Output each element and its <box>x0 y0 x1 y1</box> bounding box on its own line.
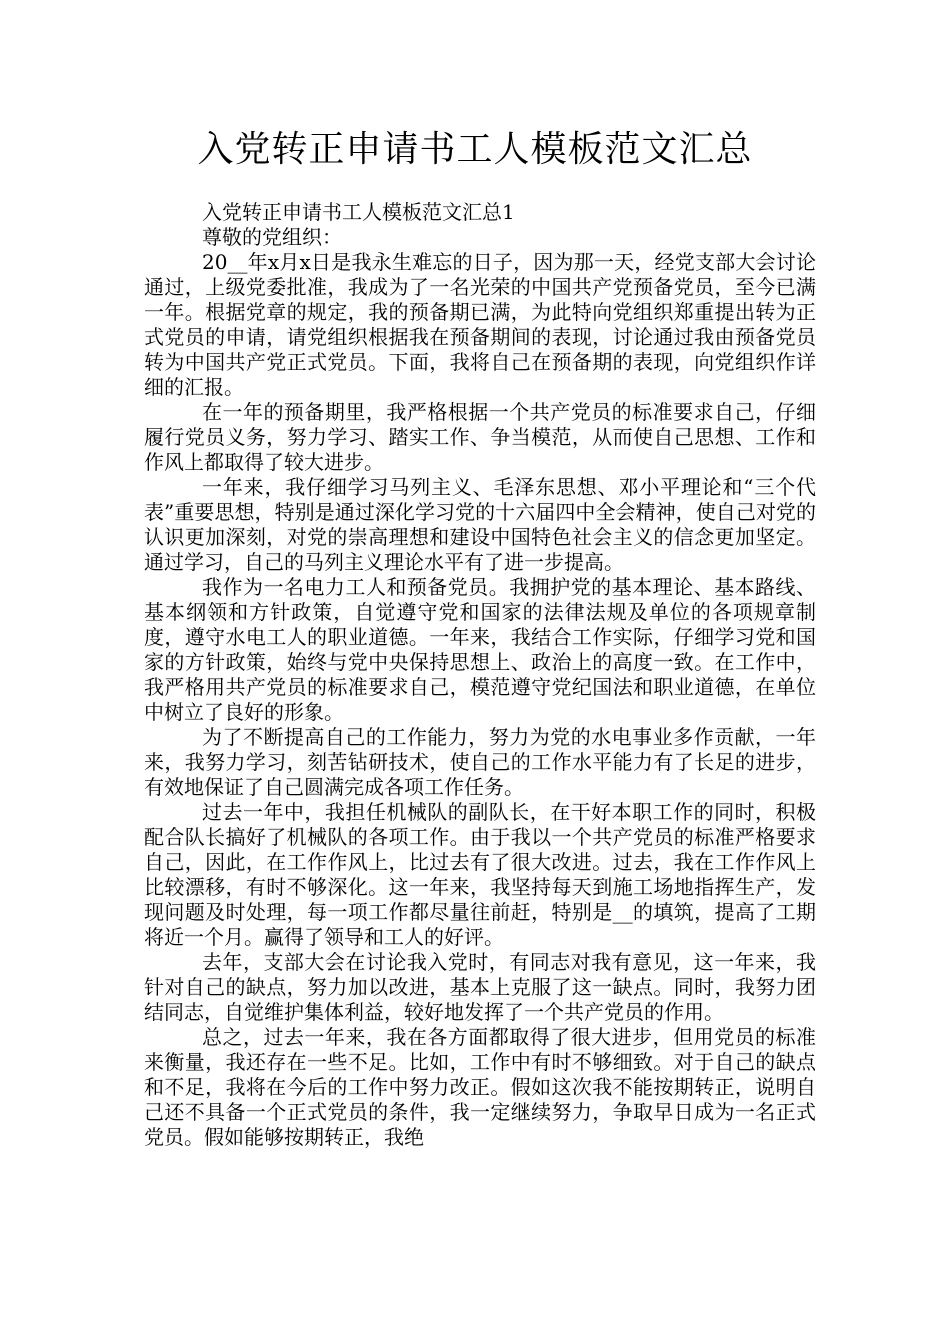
paragraph-2: 在一年的预备期里，我严格根据一个共产党员的标准要求自己，仔细履行党员义务，努力学习、踏实工作、争当模范，从而使自己思想、工作和作风上都取得了较大进步。 <box>144 400 816 474</box>
document-title: 入党转正申请书工人模板范文汇总 <box>197 129 753 170</box>
paragraph-5: 为了不断提高自己的工作能力，努力为党的水电事业多作贡献，一年来，我努力学习，刻苦钻研技术，使自己的工作水平能力有了长足的进步，有效地保证了自己圆满完成各项工作任务。 <box>144 725 816 799</box>
document-subtitle: 入党转正申请书工人模板范文汇总1 <box>202 200 515 224</box>
paragraph-4: 我作为一名电力工人和预备党员。我拥护党的基本理论、基本路线、基本纲领和方针政策，自觉遵守党和国家的法律法规及单位的各项规章制度，遵守水电工人的职业道德。一年来，我结合工作实际，仔细学习党和国家的方针政策，始终与党中央保持思想上、政治上的高度一致。在工作中，我严格用共产党员的标准要求自己，模范遵守党纪国法和职业道德，在单位中树立了良好的形象。 <box>144 575 816 724</box>
document-body <box>144 200 816 1150</box>
salutation: 尊敬的党组织： <box>202 225 342 249</box>
paragraph-3: 一年来，我仔细学习马列主义、毛泽东思想、邓小平理论和“三个代表”重要思想，特别是通过深化学习党的十六届四中全会精神，使自己对党的认识更加深刻，对党的崇高理想和建设中国特色社会主义的信念更加坚定。通过学习，自己的马列主义理论水平有了进一步提高。 <box>144 475 816 574</box>
paragraph-1: 20__年x月x日是我永生难忘的日子，因为那一天，经党支部大会讨论通过，上级党委批准，我成为了一名光荣的中国共产党预备党员，至今已满一年。根据党章的规定，我的预备期已满，为此特向党组织郑重提出转为正式党员的申请，请党组织根据我在预备期间的表现，讨论通过我由预备党员转为中国共产党正式党员。下面，我将自己在预备期的表现，向党组织作详细的汇报。 <box>144 250 816 399</box>
paragraph-8: 总之，过去一年来，我在各方面都取得了很大进步，但用党员的标准来衡量，我还存在一些不足。比如，工作中有时不够细致。对于自己的缺点和不足，我将在今后的工作中努力改正。假如这次我不能按期转正，说明自己还不具备一个正式党员的条件，我一定继续努力，争取早日成为一名正式党员。假如能够按期转正，我绝 <box>144 1025 816 1149</box>
paragraph-6: 过去一年中，我担任机械队的副队长，在干好本职工作的同时，积极配合队长搞好了机械队的各项工作。由于我以一个共产党员的标准严格要求自己，因此，在工作作风上，比过去有了很大改进。过去，我在工作作风上比较漂移，有时不够深化。这一年来，我坚持每天到施工场地指挥生产，发现问题及时处理，每一项工作都尽量往前赶，特别是__的填筑，提高了工期将近一个月。赢得了领导和工人的好评。 <box>144 800 816 949</box>
paragraph-7: 去年，支部大会在讨论我入党时，有同志对我有意见，这一年来，我针对自己的缺点，努力加以改进，基本上克服了这一缺点。同时，我努力团结同志，自觉维护集体利益，较好地发挥了一个共产党员的作用。 <box>144 950 816 1024</box>
